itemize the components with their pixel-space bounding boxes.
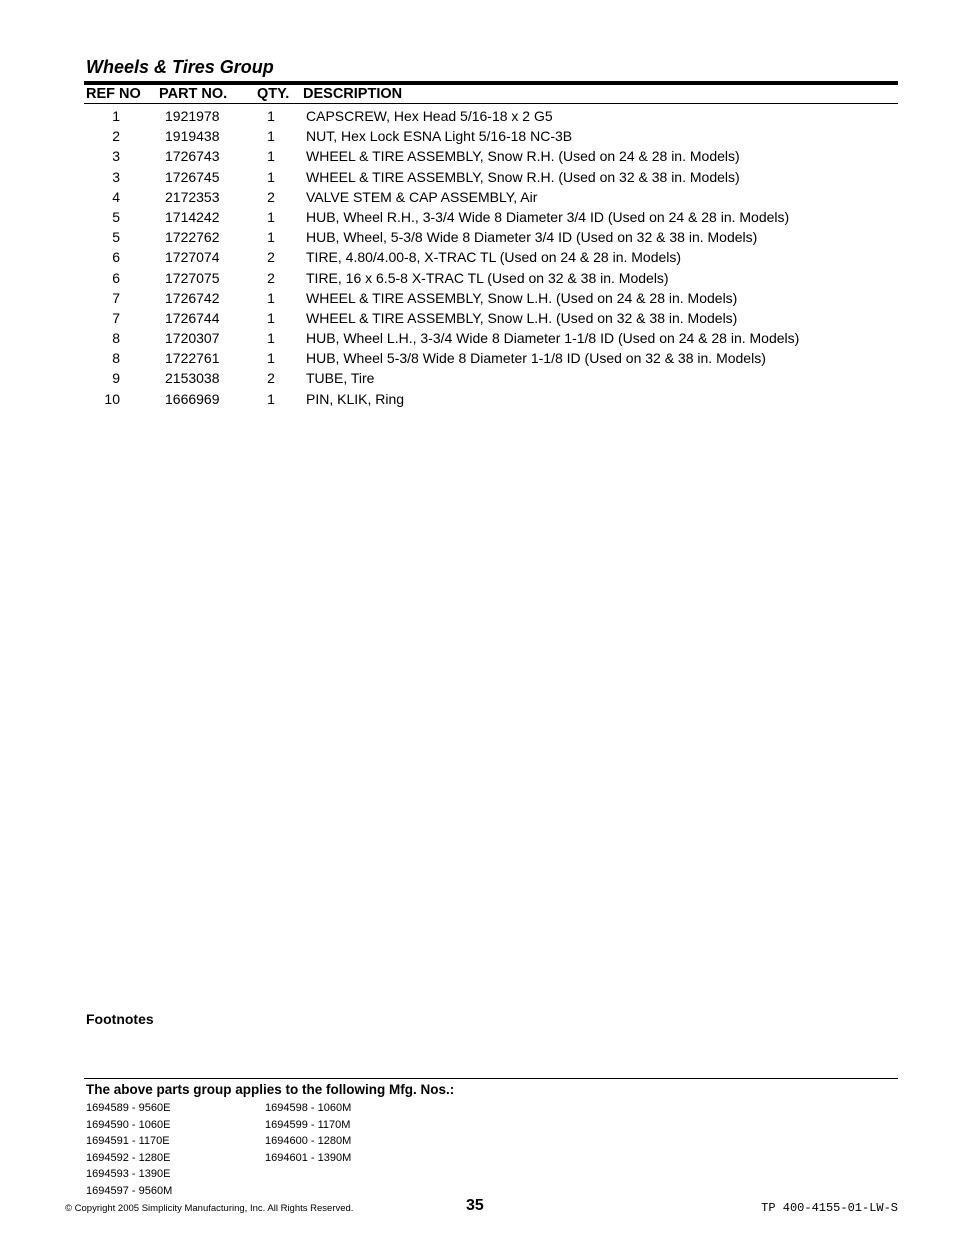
part-no-cell: 1727074 xyxy=(165,249,220,266)
part-no-cell: 1722762 xyxy=(165,229,220,246)
qty-cell: 1 xyxy=(267,208,275,225)
description-cell: TIRE, 4.80/4.00-8, X-TRAC TL (Used on 24 & 28 in. Models) xyxy=(306,249,682,266)
qty-cell: 1 xyxy=(267,330,275,347)
page-number: 35 xyxy=(466,1197,484,1214)
mfg-number: 1694590 - 1060E xyxy=(86,1118,171,1131)
description-cell: PIN, KLIK, Ring xyxy=(306,390,405,407)
ref-no-cell: 10 xyxy=(104,390,120,407)
description-cell: HUB, Wheel 5-3/8 Wide 8 Diameter 1-1/8 ID (Used on 32 & 38 in. Models) xyxy=(306,350,766,367)
description-cell: HUB, Wheel L.H., 3-3/4 Wide 8 Diameter 1-1/8 ID (Used on 24 & 28 in. Models) xyxy=(306,330,800,347)
description-header: DESCRIPTION xyxy=(303,86,403,102)
header-divider xyxy=(84,103,898,104)
part-no-cell: 1722761 xyxy=(165,350,220,367)
ref-no-cell: 2 xyxy=(112,128,120,145)
qty-cell: 1 xyxy=(267,350,275,367)
mfg-divider xyxy=(84,1078,898,1079)
table-header xyxy=(84,86,898,104)
description-cell: HUB, Wheel R.H., 3-3/4 Wide 8 Diameter 3/4 ID (Used on 24 & 28 in. Models) xyxy=(306,208,790,225)
description-cell: CAPSCREW, Hex Head 5/16-18 x 2 G5 xyxy=(306,108,553,124)
qty-cell: 1 xyxy=(267,128,275,145)
table-row xyxy=(84,147,898,167)
ref-no-cell: 9 xyxy=(112,370,120,387)
mfg-number: 1694589 - 9560E xyxy=(86,1102,171,1114)
table-row xyxy=(84,228,898,248)
ref-no-cell: 5 xyxy=(112,208,120,225)
table-row xyxy=(84,127,898,147)
parts-list xyxy=(84,107,898,410)
part-no-cell: 1727075 xyxy=(165,269,220,286)
table-row xyxy=(84,349,898,369)
ref-no-cell: 1 xyxy=(112,108,120,124)
table-row xyxy=(84,309,898,329)
qty-cell: 2 xyxy=(267,370,275,387)
ref-no-cell: 5 xyxy=(112,229,120,246)
mfg-number: 1694597 - 9560M xyxy=(86,1184,173,1197)
section-title: Wheels & Tires Group xyxy=(86,57,274,77)
mfg-number: 1694591 - 1170E xyxy=(86,1135,170,1147)
description-cell: TUBE, Tire xyxy=(306,370,375,387)
table-row xyxy=(84,107,898,127)
mfg-number: 1694593 - 1390E xyxy=(86,1168,171,1180)
description-cell: HUB, Wheel, 5-3/8 Wide 8 Diameter 3/4 ID (Used on 32 & 38 in. Models) xyxy=(306,229,758,246)
table-row xyxy=(84,188,898,208)
title-divider xyxy=(84,81,898,85)
ref-no-cell: 8 xyxy=(112,350,120,367)
mfg-list-col1 xyxy=(86,1100,172,1199)
part-no-cell: 1919438 xyxy=(165,128,220,145)
description-cell: VALVE STEM & CAP ASSEMBLY, Air xyxy=(306,188,538,205)
ref-no-cell: 8 xyxy=(112,330,120,347)
ref-no-cell: 6 xyxy=(112,249,120,266)
part-no-cell: 1726743 xyxy=(165,148,220,165)
mfg-number: 1694599 - 1170M xyxy=(265,1118,351,1131)
ref-no-cell: 7 xyxy=(112,309,120,326)
qty-cell: 1 xyxy=(267,108,275,124)
description-cell: WHEEL & TIRE ASSEMBLY, Snow L.H. (Used on 32 & 38 in. Models) xyxy=(306,309,738,326)
part-no-cell: 1726744 xyxy=(165,309,220,326)
qty-cell: 1 xyxy=(267,390,275,407)
qty-cell: 1 xyxy=(267,289,275,306)
part-no-header: PART NO. xyxy=(159,86,228,102)
table-row xyxy=(84,248,898,268)
description-cell: WHEEL & TIRE ASSEMBLY, Snow L.H. (Used on 24 & 28 in. Models) xyxy=(306,289,738,306)
part-no-cell: 2153038 xyxy=(165,370,220,387)
description-cell: NUT, Hex Lock ESNA Light 5/16-18 NC-3B xyxy=(306,128,573,145)
copyright: © Copyright 2005 Simplicity Manufacturing, Inc. All Rights Reserved. xyxy=(65,1203,354,1214)
footnotes-label: Footnotes xyxy=(86,1011,154,1027)
qty-cell: 2 xyxy=(267,269,275,286)
description-cell: TIRE, 16 x 6.5-8 X-TRAC TL (Used on 32 & 38 in. Models) xyxy=(306,269,669,286)
mfg-number: 1694601 - 1390M xyxy=(265,1151,352,1164)
table-row xyxy=(84,390,898,410)
qty-cell: 2 xyxy=(267,249,275,266)
table-row xyxy=(84,208,898,228)
table-row xyxy=(84,168,898,188)
mfg-number: 1694598 - 1060M xyxy=(265,1102,352,1114)
table-row xyxy=(84,269,898,289)
description-cell: WHEEL & TIRE ASSEMBLY, Snow R.H. (Used on 24 & 28 in. Models) xyxy=(306,148,740,165)
qty-cell: 1 xyxy=(267,168,275,185)
part-no-cell: 1921978 xyxy=(165,108,220,124)
qty-header: QTY. xyxy=(257,86,290,102)
mfg-number: 1694592 - 1280E xyxy=(86,1151,171,1164)
qty-cell: 1 xyxy=(267,148,275,165)
ref-no-cell: 6 xyxy=(112,269,120,286)
table-row xyxy=(84,369,898,389)
table-row xyxy=(84,329,898,349)
ref-no-cell: 3 xyxy=(112,148,120,165)
qty-cell: 2 xyxy=(267,188,275,205)
part-no-cell: 2172353 xyxy=(165,188,220,205)
ref-no-cell: 4 xyxy=(112,188,120,205)
ref-no-header: REF NO xyxy=(86,86,141,102)
ref-no-cell: 3 xyxy=(112,168,120,185)
part-no-cell: 1714242 xyxy=(165,208,220,225)
part-no-cell: 1666969 xyxy=(165,390,220,407)
qty-cell: 1 xyxy=(267,309,275,326)
part-no-cell: 1720307 xyxy=(165,330,220,347)
document-code: TP 400-4155-01-LW-S xyxy=(761,1201,898,1215)
part-no-cell: 1726742 xyxy=(165,289,220,306)
mfg-number: 1694600 - 1280M xyxy=(265,1135,352,1147)
mfg-title: The above parts group applies to the following Mfg. Nos.: xyxy=(86,1082,455,1097)
mfg-list-col2 xyxy=(265,1100,351,1166)
qty-cell: 1 xyxy=(267,229,275,246)
part-no-cell: 1726745 xyxy=(165,168,220,185)
table-row xyxy=(84,289,898,309)
ref-no-cell: 7 xyxy=(112,289,120,306)
description-cell: WHEEL & TIRE ASSEMBLY, Snow R.H. (Used on 32 & 38 in. Models) xyxy=(306,168,740,185)
